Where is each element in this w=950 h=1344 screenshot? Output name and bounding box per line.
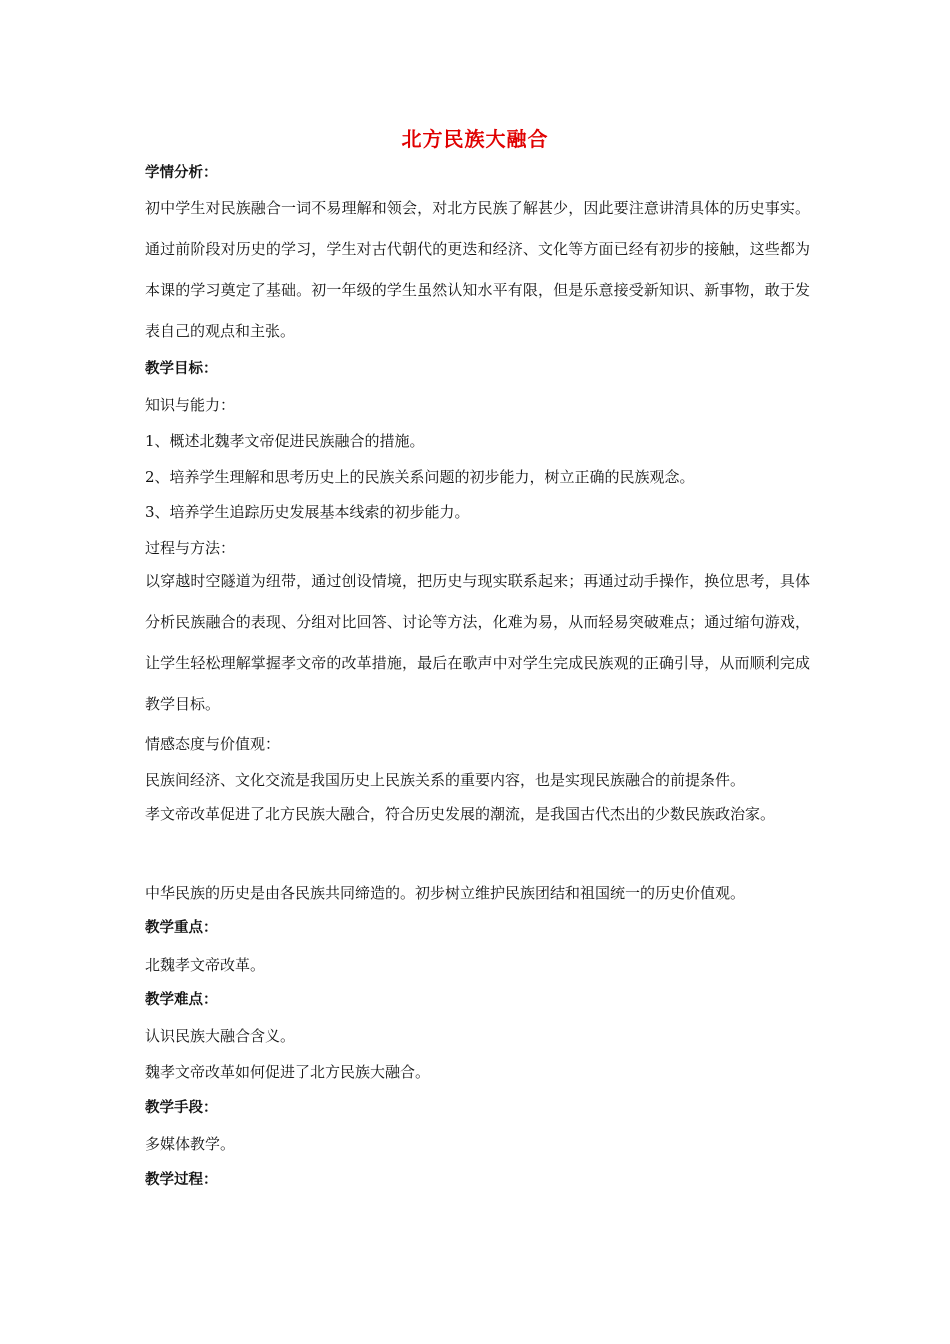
knowledge-item-1: 1、概述北魏孝文帝促进民族融合的措施。 <box>145 432 425 450</box>
teaching-goals-heading: 教学目标： <box>145 361 218 377</box>
difficulty-item-1: 认识民族大融合含义。 <box>145 1027 296 1045</box>
learning-analysis-heading: 学情分析： <box>145 165 218 181</box>
process-method-paragraph: 以穿越时空隧道为纽带，通过创设情境，把历史与现实联系起来；再通过动手操作，换位思考，具体分析民族融合的表现、分组对比回答、讨论等方法，化难为易，从而轻易突破难点；通过缩句游戏，让学生轻松理解掌握孝文帝的改革措施，最后在歌声中对学生完成民族观的正确引导，从而顺利完成教学目标。 <box>145 572 810 713</box>
attitude-paragraph-1: 民族间经济、文化交流是我国历史上民族关系的重要内容，也是实现民族融合的前提条件。 <box>145 771 746 789</box>
difficulty-heading: 教学难点： <box>145 992 218 1008</box>
knowledge-ability-label: 知识与能力： <box>145 396 236 414</box>
key-point-text: 北魏孝文帝改革。 <box>145 956 266 974</box>
attitude-values-label: 情感态度与价值观： <box>145 735 281 753</box>
knowledge-item-3: 3、培养学生追踪历史发展基本线索的初步能力。 <box>145 503 470 521</box>
teaching-means-text: 多媒体教学。 <box>145 1135 236 1153</box>
knowledge-item-2: 2、培养学生理解和思考历史上的民族关系问题的初步能力，树立正确的民族观念。 <box>145 468 695 486</box>
process-method-label: 过程与方法： <box>145 539 236 557</box>
key-point-heading: 教学重点： <box>145 920 218 936</box>
difficulty-item-2: 魏孝文帝改革如何促进了北方民族大融合。 <box>145 1063 431 1081</box>
learning-analysis-paragraph: 初中学生对民族融合一词不易理解和领会，对北方民族了解甚少，因此要注意讲清具体的历史事实。通过前阶段对历史的学习，学生对古代朝代的更迭和经济、文化等方面已经有初步的接触，这些都为本课的学习奠定了基础。初一年级的学生虽然认知水平有限，但是乐意接受新知识、新事物，敢于发表自己的观点和主张。 <box>145 199 810 340</box>
document-title: 北方民族大融合 <box>401 127 549 151</box>
teaching-means-heading: 教学手段： <box>145 1100 218 1116</box>
attitude-paragraph-2: 孝文帝改革促进了北方民族大融合，符合历史发展的潮流，是我国古代杰出的少数民族政治家。 <box>145 805 776 823</box>
attitude-paragraph-3: 中华民族的历史是由各民族共同缔造的。初步树立维护民族团结和祖国统一的历史价值观。 <box>145 884 746 902</box>
teaching-process-heading: 教学过程： <box>145 1172 218 1188</box>
